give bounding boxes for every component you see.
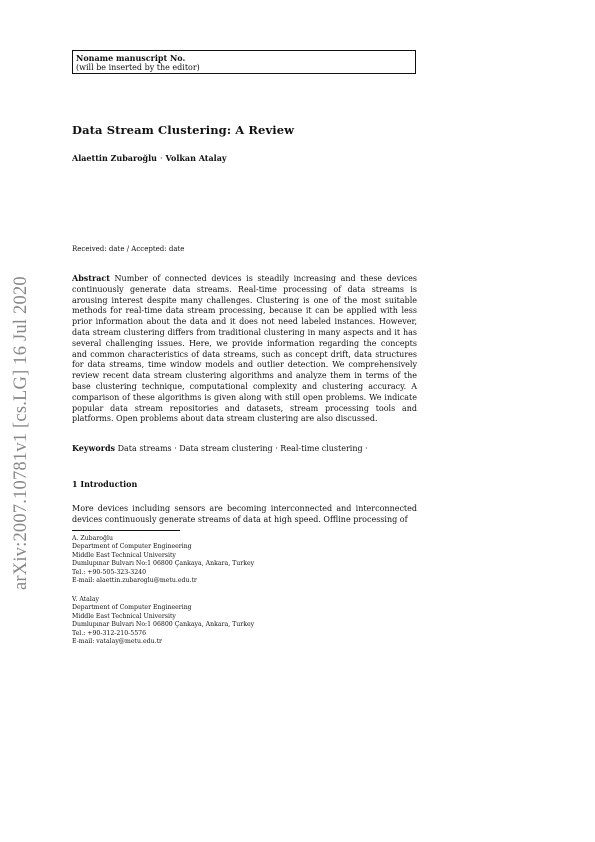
arxiv-stamp: arXiv:2007.10781v1 [cs.LG] 16 Jul 2020	[11, 276, 31, 590]
author-name: Volkan Atalay	[165, 153, 227, 163]
affiliation-address: Dumlupınar Bulvarı No:1 06800 Çankaya, Ankara, Turkey	[72, 621, 255, 629]
affiliation-name: V. Atalay	[72, 596, 100, 603]
affiliation-email: E-mail: vatalay@metu.edu.tr	[72, 638, 162, 646]
editor-note: (will be inserted by the editor)	[76, 63, 200, 72]
affiliation-email: E-mail: alaettin.zubaroglu@metu.edu.tr	[72, 577, 197, 585]
keywords-text: Data streams · Data stream clustering · Real-time clustering ·	[117, 444, 368, 453]
abstract-text: Number of connected devices is steadily increasing and these devices continuously generate data streams. Real-time processing of data streams is arousing interest despite many challenges. Clustering is one of the most suitable methods for real-time data stream processing, because it can be applied with less prior information about the data and it does not need labeled instances. However, data stream clustering differs from traditional clustering in many aspects and it has several challenging issues. Here, we provide information regarding the concepts and common characteristics of data streams, such as concept drift, data structures for data streams, time window models and outlier detection. We comprehensively review recent data stream clustering algorithms and analyze them in terms of the base clustering technique, computational complexity and clustering accuracy. A comparison of these algorithms is given along with still open problems. We indicate popular data stream repositories and datasets, stream processing tools and platforms. Open problems about data stream clustering are also discussed.	[72, 274, 417, 424]
received-date: Received: date / Accepted: date	[72, 245, 185, 253]
affiliation-address: Dumlupınar Bulvarı No:1 06800 Çankaya, Ankara, Turkey	[72, 560, 255, 568]
author-separator: ·	[159, 154, 163, 163]
affiliation-block	[72, 535, 417, 586]
author-name: Alaettin Zubaroğlu	[72, 153, 157, 163]
intro-paragraph: More devices including sensors are becoming interconnected and interconnected devices continuously generate streams of data at high speed. Offline processing of	[72, 504, 417, 525]
abstract	[72, 273, 417, 425]
section-heading: 1 Introduction	[72, 479, 138, 489]
footnote-divider	[72, 530, 180, 531]
abstract-label: Abstract	[72, 273, 110, 283]
affiliation-department: Department of Computer Engineering	[72, 604, 192, 612]
affiliation-department: Department of Computer Engineering	[72, 543, 192, 551]
paper-title: Data Stream Clustering: A Review	[72, 123, 295, 137]
affiliation-name: A. Zubaroğlu	[72, 535, 113, 542]
affiliation-block	[72, 596, 417, 647]
affiliation-university: Middle East Technical University	[72, 612, 176, 620]
affiliation-phone: Tel.: +90-505-323-3240	[72, 568, 147, 576]
author-list	[72, 153, 227, 163]
editor-box	[72, 50, 416, 74]
manuscript-number-label: Noname manuscript No.	[76, 53, 186, 63]
affiliation-phone: Tel.: +90-312-210-5576	[72, 629, 147, 637]
keywords-label: Keywords	[72, 443, 116, 453]
affiliation-university: Middle East Technical University	[72, 551, 176, 559]
keywords	[72, 443, 417, 455]
